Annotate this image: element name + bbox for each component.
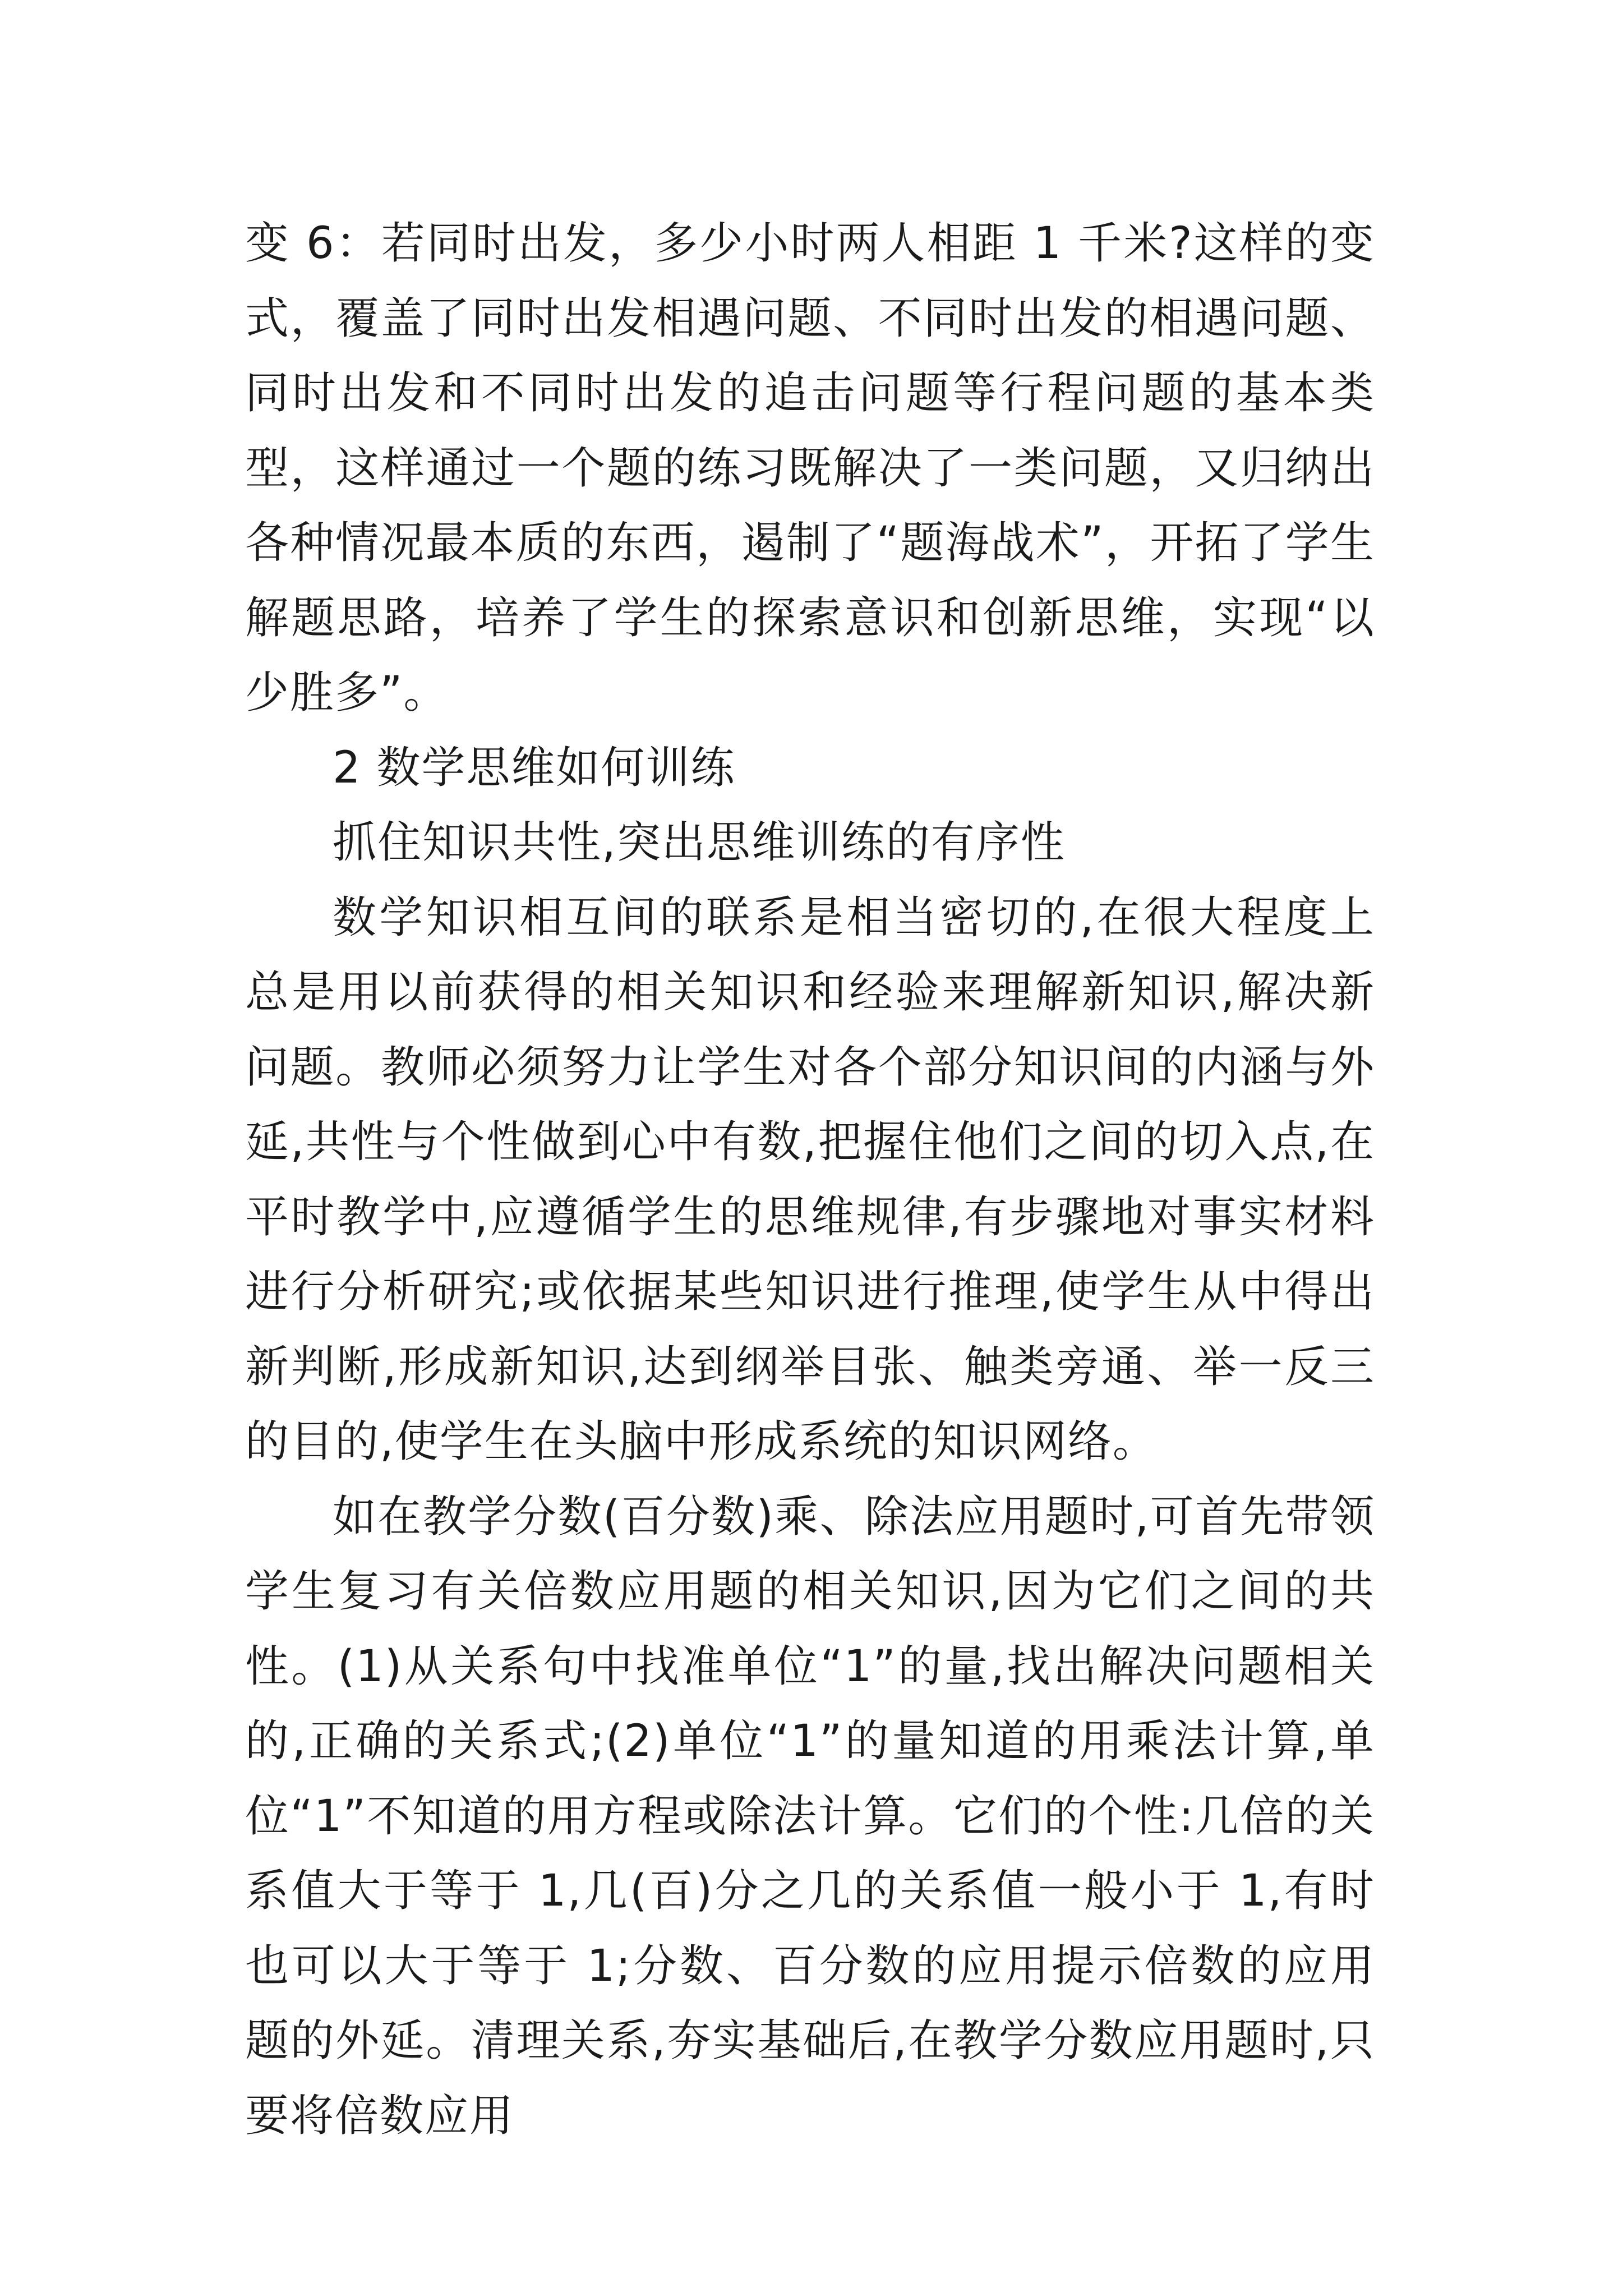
paragraph-3: 如在教学分数(百分数)乘、除法应用题时,可首先带领学生复习有关倍数应用题的相关知识,因为它们之间的共性。(1)从关系句中找准单位“1”的量,找出解决问题相关的,正确的关系式;(2)单位“1”的量知道的用乘法计算,单位“1”不知道的用方程或除法计算。它们的个性:几倍的关系值大于等于 1,几(百)分之几的关系值一般小于 1,有时也可以大于等于 1;分数、百分数的应用提示倍数的应用题的外延。清理关系,夯实基础后,在教学分数应用题时,只要将倍数应用	[245, 1491, 1375, 2141]
subsection-heading: 抓住知识共性,突出思维训练的有序性	[333, 817, 1066, 868]
paragraph-1: 变 6：若同时出发，多少小时两人相距 1 千米?这样的变式，覆盖了同时出发相遇问题、不同时出发的相遇问题、同时出发和不同时出发的追击问题等行程问题的基本类型，这样通过一个题的练习既解决了一类问题，又归纳出各种情况最本质的东西，遏制了“题海战术”，开拓了学生解题思路，培养了学生的探索意识和创新思维，实现“以少胜多”。	[245, 218, 1375, 718]
paragraph-2: 数学知识相互间的联系是相当密切的,在很大程度上总是用以前获得的相关知识和经验来理解新知识,解决新问题。教师必须努力让学生对各个部分知识间的内涵与外延,共性与个性做到心中有数,把握住他们之间的切入点,在平时教学中,应遵循学生的思维规律,有步骤地对事实材料进行分析研究;或依据某些知识进行推理,使学生从中得出新判断,形成新知识,达到纲举目张、触类旁通、举一反三的目的,使学生在头脑中形成系统的知识网络。	[245, 892, 1375, 1467]
section-heading: 2 数学思维如何训练	[333, 742, 736, 793]
body-text	[245, 206, 1375, 2154]
